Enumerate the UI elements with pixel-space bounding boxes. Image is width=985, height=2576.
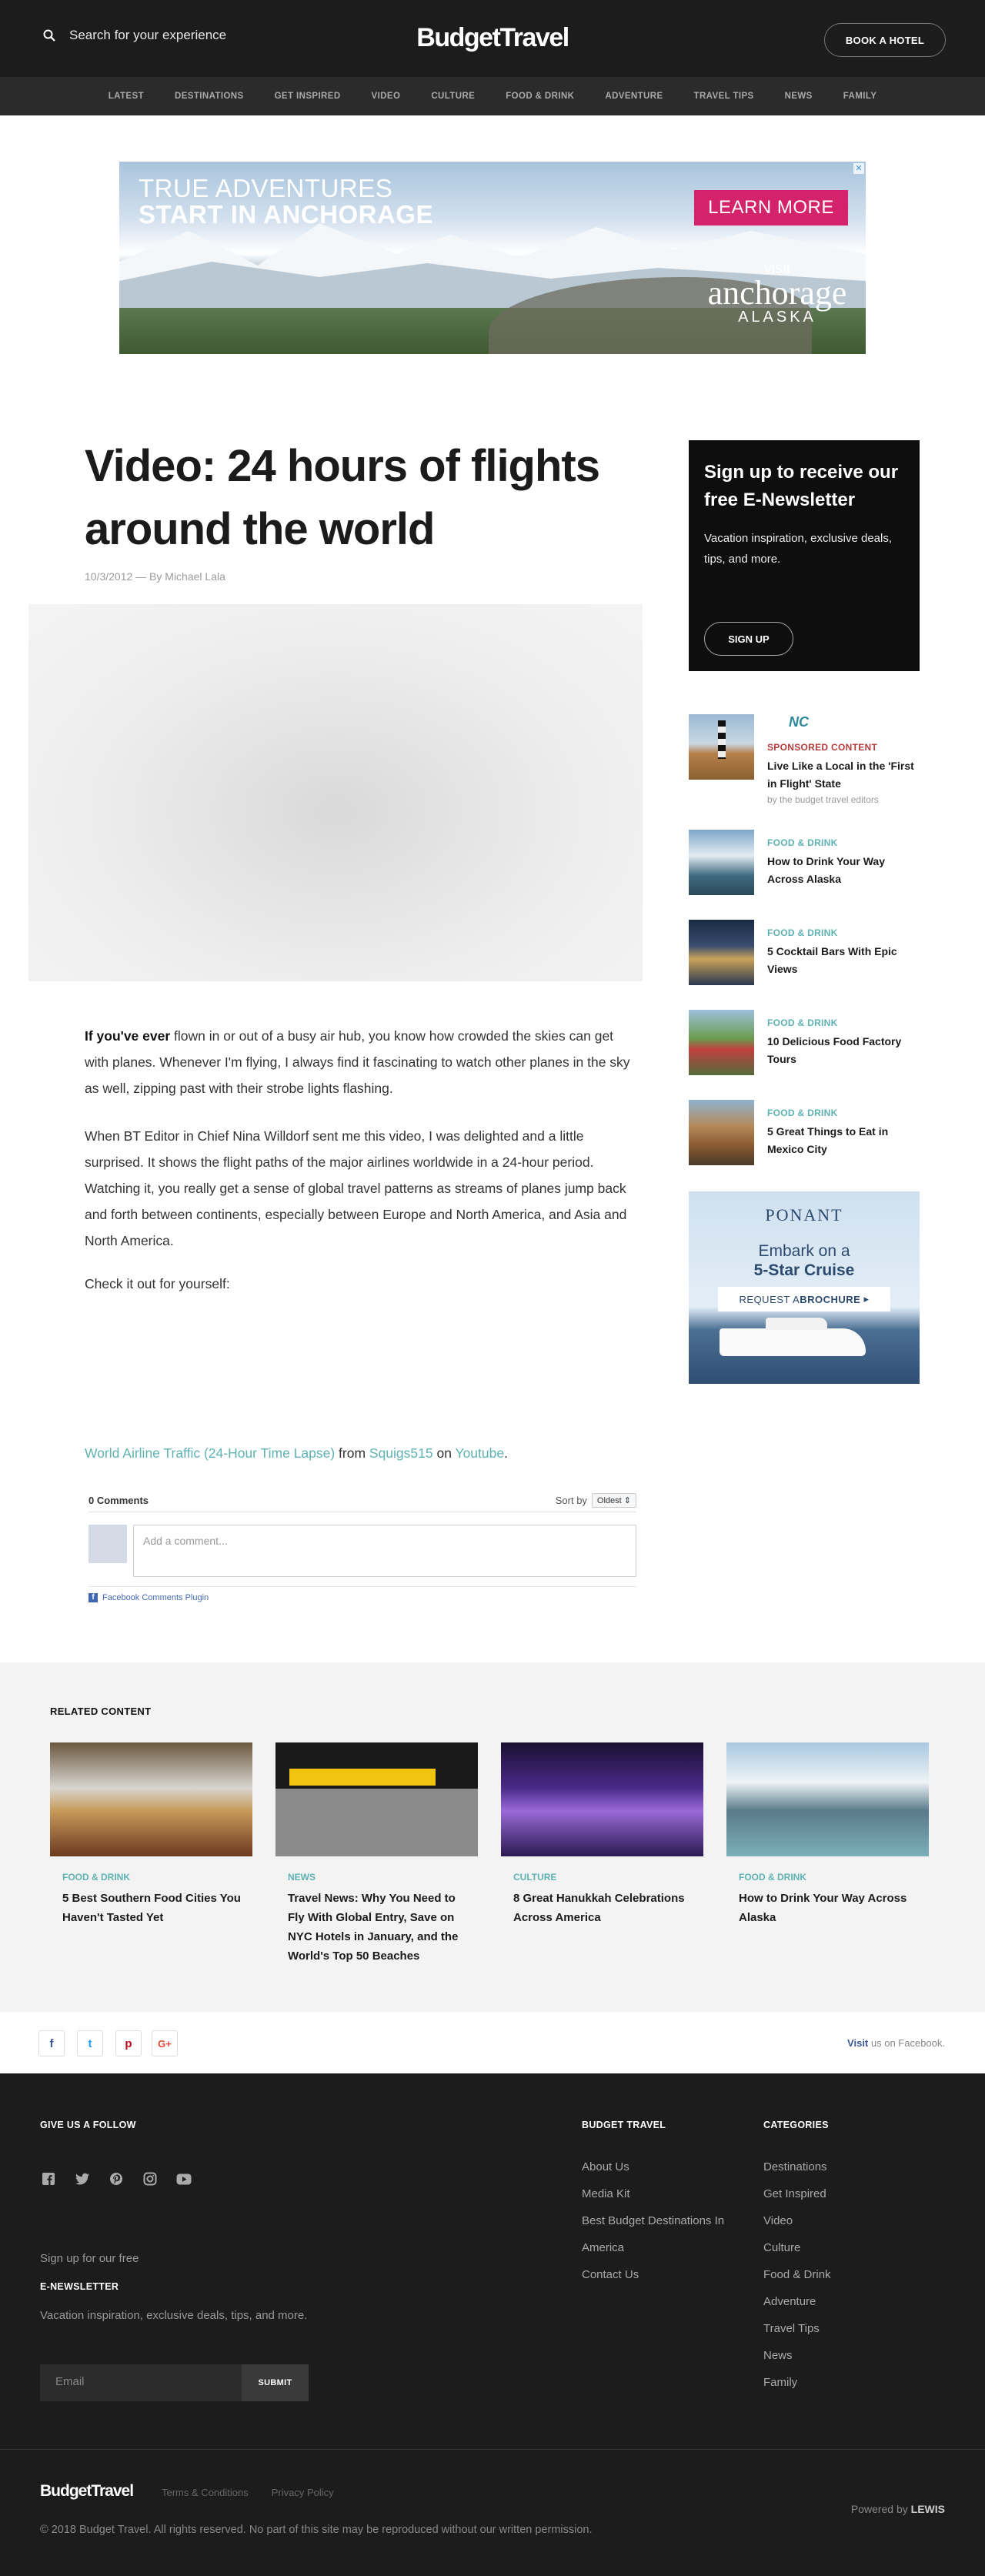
lighthouse-thumbnail <box>689 714 754 780</box>
category-links <box>763 2153 831 2396</box>
credit-period: . <box>504 1445 508 1461</box>
food-factory-thumbnail <box>689 1010 754 1075</box>
email-field[interactable]: Email <box>40 2364 242 2401</box>
facebook-icon: f <box>88 1593 98 1602</box>
footer-category-travel-tips[interactable]: Travel Tips <box>763 2322 820 2335</box>
nav-item-food-drink[interactable]: FOOD & DRINK <box>506 92 575 101</box>
nav-item-culture[interactable]: CULTURE <box>431 92 476 101</box>
footer-category-family[interactable]: Family <box>763 2376 798 2389</box>
ad-brand-city: anchorage <box>707 274 847 312</box>
footer-category-adventure[interactable]: Adventure <box>763 2295 816 2308</box>
site-footer <box>0 2073 985 2576</box>
sponsor-logo: NC <box>789 714 809 730</box>
youtube-link[interactable]: Youtube <box>455 1445 505 1461</box>
social-share-bar <box>0 2012 985 2073</box>
footer-category-get-inspired[interactable]: Get Inspired <box>763 2187 826 2200</box>
ponant-headline-1: Embark on a <box>758 1242 850 1260</box>
sidebar-item-category: SPONSORED CONTENT <box>767 742 878 753</box>
facebook-comments <box>88 1489 636 1602</box>
related-content <box>0 1662 985 2012</box>
ponant-headline-2: 5-Star Cruise <box>753 1261 855 1279</box>
nav-item-family[interactable]: FAMILY <box>843 92 877 101</box>
sidebar-item-title[interactable]: How to Drink Your Way Across Alaska <box>767 855 885 885</box>
visit-rest: us on Facebook. <box>868 2037 945 2049</box>
sidebar-item-title[interactable]: Live Like a Local in the 'First in Flight' State <box>767 760 914 790</box>
cocktail-bar-thumbnail <box>689 920 754 985</box>
credit-from-text: from <box>335 1445 369 1461</box>
alaska-glacier-image <box>726 1742 929 1856</box>
related-card-title[interactable]: 5 Best Southern Food Cities You Haven't Tasted Yet <box>62 1892 241 1924</box>
book-hotel-button[interactable]: BOOK A HOTEL <box>824 23 946 57</box>
footer-divider <box>0 2449 985 2450</box>
sidebar-item-category: FOOD & DRINK <box>767 1108 838 1118</box>
main-nav <box>0 77 985 115</box>
related-card[interactable] <box>726 1742 929 1927</box>
arrow-right-icon: ▸ <box>863 1293 870 1305</box>
nav-item-destinations[interactable]: DESTINATIONS <box>175 92 244 101</box>
youtube-icon[interactable] <box>175 2170 192 2187</box>
pinterest-share-icon[interactable]: p <box>115 2030 142 2056</box>
sidebar-item-category: FOOD & DRINK <box>767 927 838 938</box>
comment-input[interactable]: Add a comment... <box>133 1525 636 1577</box>
sidebar-item-alaska-drink[interactable] <box>689 830 920 899</box>
learn-more-button[interactable]: LEARN MORE <box>694 190 848 226</box>
video-title-link[interactable]: World Airline Traffic (24-Hour Time Lapse) <box>85 1445 336 1461</box>
anchorage-ad-banner[interactable] <box>119 162 866 354</box>
legal-links <box>162 2487 334 2498</box>
nav-item-adventure[interactable]: ADVENTURE <box>605 92 663 101</box>
sidebar-item-title[interactable]: 5 Cocktail Bars With Epic Views <box>767 945 897 975</box>
sort-value: Oldest <box>596 1496 622 1505</box>
footer-category-food-drink[interactable]: Food & Drink <box>763 2268 831 2281</box>
brochure-prefix: REQUEST A <box>739 1293 800 1305</box>
related-card-category: FOOD & DRINK <box>62 1872 130 1883</box>
ad-headline-line1: TRUE ADVENTURES <box>139 174 393 202</box>
ponant-brand: PONANT <box>765 1205 843 1225</box>
mexico-city-thumbnail <box>689 1100 754 1165</box>
visit-bold: Visit <box>847 2037 869 2049</box>
ad-brand-state: ALASKA <box>738 309 816 326</box>
related-heading: RELATED CONTENT <box>50 1706 152 1717</box>
footer-category-news[interactable]: News <box>763 2349 793 2362</box>
sort-label: Sort by <box>555 1495 587 1506</box>
budget-travel-links <box>582 2153 751 2288</box>
nav-item-travel-tips[interactable]: TRAVEL TIPS <box>693 92 754 101</box>
comments-plugin-footer <box>88 1586 636 1602</box>
nav-item-latest[interactable]: LATEST <box>108 92 145 101</box>
hanukkah-dancers-image <box>501 1742 703 1856</box>
footer-signup-description: Vacation inspiration, exclusive deals, tips, and more. <box>40 2309 308 2322</box>
twitter-icon[interactable] <box>74 2170 91 2187</box>
sidebar-item-mexico-city[interactable] <box>689 1100 920 1169</box>
brochure-label: BROCHURE <box>800 1293 861 1305</box>
newsletter-title: Sign up to receive our free E-Newsletter <box>704 462 899 510</box>
sidebar-item-title[interactable]: 5 Great Things to Eat in Mexico City <box>767 1125 889 1155</box>
powered-by <box>851 2503 945 2515</box>
sidebar-item-title[interactable]: 10 Delicious Food Factory Tours <box>767 1035 902 1065</box>
article-paragraph-1 <box>85 1023 639 1101</box>
ponant-logo <box>689 1205 920 1225</box>
site-logo[interactable]: BudgetTravel <box>416 23 569 52</box>
credit-on-text: on <box>432 1445 456 1461</box>
article-title: Video: 24 hours of flights around the world <box>85 441 599 554</box>
sidebar-item-cocktail-bars[interactable] <box>689 920 920 989</box>
nav-item-get-inspired[interactable]: GET INSPIRED <box>274 92 341 101</box>
ponant-cruise-ad[interactable] <box>689 1191 920 1384</box>
comment-composer <box>88 1525 636 1579</box>
author-link[interactable]: Squigs515 <box>369 1445 433 1461</box>
powered-prefix: Powered by <box>850 2503 911 2515</box>
sidebar-item-food-factory[interactable] <box>689 1010 920 1079</box>
follow-heading: GIVE US A FOLLOW <box>40 2120 136 2130</box>
related-card-title[interactable]: Travel News: Why You Need to Fly With Global Entry, Save on NYC Hotels in January, and the World's Top 50 Beaches <box>288 1892 459 1963</box>
customs-sign-image <box>275 1742 478 1856</box>
sidebar-item-category: FOOD & DRINK <box>767 1017 838 1028</box>
footer-link-media-kit[interactable]: Media Kit <box>582 2187 630 2200</box>
related-card-category: FOOD & DRINK <box>739 1872 806 1883</box>
southern-food-image <box>50 1742 252 1856</box>
paragraph-lead: If you've ever <box>85 1028 171 1044</box>
ad-headline-line2: START IN ANCHORAGE <box>139 200 433 229</box>
facebook-share-icon[interactable]: f <box>38 2030 65 2056</box>
footer-logo[interactable]: BudgetTravel <box>40 2482 134 2500</box>
alaska-thumbnail <box>689 830 754 895</box>
pinterest-icon[interactable] <box>108 2170 125 2187</box>
cruise-ship-illustration <box>720 1328 866 1356</box>
footer-link-contact[interactable]: Contact Us <box>582 2268 639 2281</box>
sort-control <box>556 1493 636 1508</box>
sidebar-item-sponsored[interactable] <box>689 714 920 814</box>
visit-facebook-link[interactable] <box>847 2037 945 2049</box>
article-paragraph-2: When BT Editor in Chief Nina Willdorf sent me this video, I was delighted and a little surprised. It shows the flight paths of the major airlines worldwide in a 24-hour period. Watching it, you really get a sense of global travel patterns as streams of planes jump back and forth between continents, especially between Europe and North America, and Asia and North America. <box>85 1128 627 1248</box>
google-plus-share-icon[interactable]: G+ <box>152 2030 178 2056</box>
paragraph-text: flown in or out of a busy air hub, you know how crowded the skies can get with planes. Whenever I'm flying, I always find it fascinating to watch other planes in the sky as well, zipping past with their strobe lights flashing. <box>85 1028 630 1096</box>
newsletter-description: Vacation inspiration, exclusive deals, tips, and more. <box>704 532 893 566</box>
plugin-link[interactable]: Facebook Comments Plugin <box>102 1593 209 1602</box>
privacy-link[interactable]: Privacy Policy <box>271 2487 334 2498</box>
related-card-category: NEWS <box>288 1872 316 1883</box>
terms-link[interactable]: Terms & Conditions <box>162 2487 249 2498</box>
comments-header <box>88 1489 636 1512</box>
related-card[interactable] <box>501 1742 703 1927</box>
submit-button[interactable]: SUBMIT <box>242 2364 309 2401</box>
newsletter-signup-box <box>689 440 920 671</box>
article-meta: 10/3/2012 — By Michael Lala <box>85 570 225 583</box>
budget-travel-heading: BUDGET TRAVEL <box>582 2120 666 2130</box>
request-brochure-button[interactable] <box>718 1287 890 1311</box>
ad-brand-visit: visit <box>763 260 791 277</box>
related-card-title[interactable]: How to Drink Your Way Across Alaska <box>739 1892 907 1924</box>
footer-category-video[interactable]: Video <box>763 2214 793 2227</box>
video-player[interactable] <box>28 604 643 981</box>
nav-item-news[interactable]: NEWS <box>784 92 813 101</box>
enewsletter-heading: E-NEWSLETTER <box>40 2281 119 2292</box>
avatar <box>88 1525 127 1563</box>
footer-link-best-destinations[interactable]: Best Budget Destinations In America <box>582 2214 725 2254</box>
sort-select[interactable]: Oldest ⇕ <box>592 1493 636 1508</box>
related-card[interactable] <box>275 1742 478 1966</box>
footer-signup-line: Sign up for our free <box>40 2252 139 2265</box>
footer-social-icons <box>40 2170 192 2187</box>
sign-up-button[interactable]: SIGN UP <box>704 622 793 656</box>
comments-count: 0 Comments <box>88 1495 149 1506</box>
article-paragraph-3: Check it out for yourself: <box>85 1276 230 1291</box>
sidebar-item-byline: by the budget travel editors <box>767 794 879 805</box>
search-input[interactable]: Search for your experience <box>69 28 227 42</box>
footer-link-about[interactable]: About Us <box>582 2160 629 2173</box>
site-header <box>0 0 985 77</box>
powered-brand[interactable]: LEWIS <box>910 2503 945 2515</box>
visit-anchorage-logo <box>704 260 850 326</box>
twitter-share-icon[interactable]: t <box>77 2030 103 2056</box>
ad-choices-icon[interactable]: ✕ <box>853 163 864 174</box>
facebook-icon[interactable] <box>40 2170 57 2187</box>
sidebar-item-category: FOOD & DRINK <box>767 837 838 848</box>
footer-category-culture[interactable]: Culture <box>763 2241 801 2254</box>
categories-heading: CATEGORIES <box>763 2120 829 2130</box>
footer-category-destinations[interactable]: Destinations <box>763 2160 827 2173</box>
related-card[interactable] <box>50 1742 252 1927</box>
copyright: © 2018 Budget Travel. All rights reserved. No part of this site may be reproduced without our written permission. <box>40 2524 593 2536</box>
related-card-title[interactable]: 8 Great Hanukkah Celebrations Across America <box>513 1892 685 1924</box>
video-credit <box>85 1440 639 1466</box>
instagram-icon[interactable] <box>142 2170 159 2187</box>
ad-headline <box>139 175 433 228</box>
related-card-category: CULTURE <box>513 1872 557 1883</box>
nav-item-video[interactable]: VIDEO <box>371 92 401 101</box>
